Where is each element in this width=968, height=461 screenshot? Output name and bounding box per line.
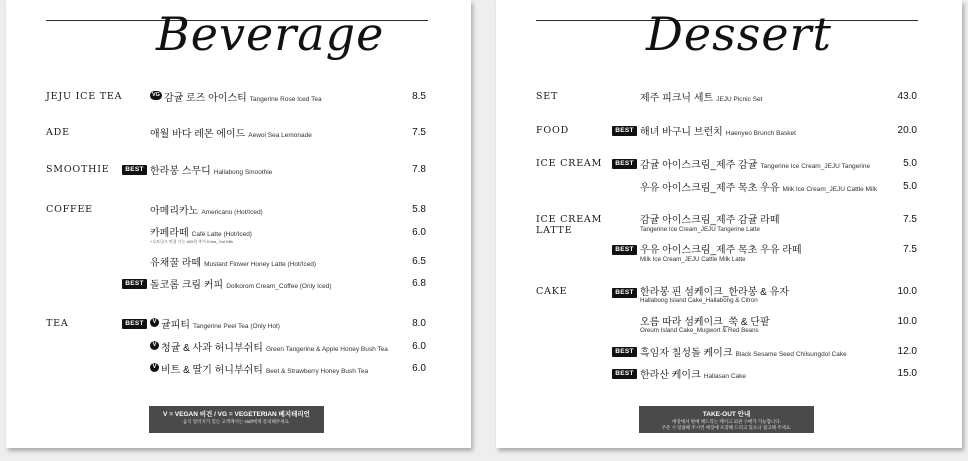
item-price: 6.0 (412, 363, 426, 374)
item-name-ko: 해녀 바구니 브런치 (640, 127, 723, 138)
menu-item (150, 278, 332, 293)
dietary-legend-box (149, 406, 324, 433)
best-badge: BEST (612, 126, 637, 136)
category-coffee: COFFEE (46, 204, 93, 215)
item-name-en: JEJU Picnic Set (716, 96, 763, 103)
item-name-en: Green Tangerine & Apple Honey Bush Tea (265, 346, 388, 353)
menu-item (150, 341, 388, 356)
item-price: 10.0 (897, 316, 917, 327)
item-name-en: Tangerine Rose Iced Tea (249, 96, 322, 103)
item-name-en: Aewol Sea Lemonade (248, 132, 312, 139)
item-price: 20.0 (897, 125, 917, 136)
item-name-ko: 돌코롬 크림 커피 (150, 280, 224, 291)
category-food: FOOD (536, 125, 569, 136)
item-name-ko: 오름 따라 섬케이크_쑥 & 단팥 (640, 317, 770, 328)
item-name-en: Beet & Strawberry Honey Bush Tea (265, 368, 369, 375)
item-price: 8.5 (412, 91, 426, 102)
item-name-ko: 감귤 아이스크림_제주 감귤 (640, 160, 758, 171)
item-price: 8.0 (412, 318, 426, 329)
item-price: 6.5 (412, 256, 426, 267)
item-price: 5.8 (412, 204, 426, 215)
menu-item (150, 256, 316, 271)
vegan-badge: V (150, 363, 159, 372)
vegan-badge: V (150, 318, 159, 327)
item-name-en: Tangerine Ice Cream_JEJU Tangerine (760, 163, 871, 170)
item-name-en: Haenyeo Brunch Basket (725, 130, 796, 137)
menu-item (150, 204, 263, 219)
menu-item (150, 363, 368, 378)
best-badge: BEST (612, 245, 637, 255)
item-name-ko: 제주 피크닉 세트 (640, 93, 714, 104)
item-price: 7.8 (412, 164, 426, 175)
category-jeju-ice-tea: JEJU ICE TEA (46, 91, 123, 102)
best-badge: BEST (122, 319, 147, 329)
item-name-ko: 흑임자 칠성돌 케이크 (640, 348, 733, 359)
item-name-en: Oreum Island Cake_Mugwort & Red Beans (640, 327, 759, 334)
category-cake: CAKE (536, 286, 568, 297)
menu-item (150, 91, 322, 106)
item-name-ko: 감귤 로즈 아이스티 (163, 93, 247, 104)
item-name-en: Milk Ice Cream_JEJU Cattle Milk (782, 186, 878, 193)
vegetarian-badge: VG (152, 92, 160, 99)
legend-title: V = VEGAN 비건 / VG = VEGETERIAN 베지테리언 (163, 411, 310, 418)
category-ice-cream-latte-line2: LATTE (536, 225, 573, 236)
item-price: 10.0 (897, 286, 917, 297)
item-name-ko: 우유 아이스크림_제주 목초 우유 라떼 (640, 245, 802, 256)
item-name-en: Mustard Flower Honey Latte (Hot/Iced) (204, 261, 317, 268)
item-name-ko: 아메리카노 (150, 206, 199, 217)
menu-item (150, 127, 312, 142)
best-badge: BEST (612, 288, 637, 298)
item-name-ko: 귤피티 (161, 320, 190, 331)
menu-item (640, 125, 796, 140)
menu-item (640, 243, 802, 257)
beverage-title: Beverage (156, 7, 385, 61)
item-price: 7.5 (903, 214, 917, 225)
takeout-line-2: 주문 시 말씀해 주시면 매장에 포장해 드리고 있으니 참고해 주세요. (661, 425, 792, 430)
takeout-info-box (639, 406, 814, 433)
item-price: 6.0 (412, 341, 426, 352)
vegan-badge: V (150, 341, 159, 350)
item-name-en: Café Latte (Hot/Iced) (191, 231, 252, 238)
item-name-ko: 카페라떼 (150, 228, 189, 239)
item-name-en: Hallabong Smoothie (213, 169, 273, 176)
takeout-line-1: 매장에서 판매 해드리는 케이크 외관 구매가 가능합니다. (672, 419, 781, 424)
item-name-en: Milk Ice Cream_JEJU Cattle Milk Latte (640, 256, 746, 263)
best-badge: BEST (612, 159, 637, 169)
menu-item (640, 181, 877, 196)
item-name-ko: 비트 & 딸기 허니부쉬티 (161, 365, 263, 376)
best-badge: BEST (122, 165, 147, 175)
category-ade: ADE (46, 127, 70, 138)
item-name-ko: 한라봉 핀 섬케이크_한라봉 & 유자 (640, 287, 789, 298)
item-name-en: Tangerine Ice Cream_JEJU Tangerine Latte (640, 226, 760, 233)
category-ice-cream: ICE CREAM (536, 158, 603, 169)
item-price: 5.0 (903, 158, 917, 169)
item-name-ko: 한라산 케이크 (640, 370, 701, 381)
best-badge: BEST (612, 347, 637, 357)
menu-item (640, 368, 746, 383)
item-price: 7.5 (903, 244, 917, 255)
item-price: 12.0 (897, 346, 917, 357)
category-ice-cream-latte: ICE CREAM (536, 214, 603, 225)
item-name-ko: 애월 바다 레몬 에이드 (150, 129, 246, 140)
item-price: 5.0 (903, 181, 917, 192)
menu-item (640, 213, 779, 227)
best-badge: BEST (122, 279, 147, 289)
item-name-ko: 우유 아이스크림_제주 목초 우유 (640, 183, 780, 194)
menu-item (640, 91, 762, 106)
item-name-en: Black Sesame Seed Chilsungdol Cake (735, 351, 847, 358)
item-name-en: Hallasan Cake (703, 373, 747, 380)
item-price: 43.0 (897, 91, 917, 102)
best-badge: BEST (612, 369, 637, 379)
category-tea: TEA (46, 318, 69, 329)
item-name-en: Tangerine Peel Tea (Only Hot) (192, 323, 280, 330)
menu-item (640, 346, 847, 361)
item-price: 6.0 (412, 227, 426, 238)
item-name-en: Dolkorom Cream_Coffee (Only Iced) (226, 283, 332, 290)
item-name-ko: 유채꿀 라떼 (150, 258, 202, 269)
takeout-title: TAKE-OUT 안내 (702, 411, 751, 418)
item-note: +오트밀크 변경 가능 600원 추가 Extra_Oat Milk (150, 239, 234, 244)
item-name-ko: 한라봉 스무디 (150, 166, 211, 177)
legend-subtitle: 음식 알러지가 있는 고객께서는 staff에게 문의해주세요. (182, 419, 291, 424)
item-price: 7.5 (412, 127, 426, 138)
menu-item (640, 158, 870, 173)
category-smoothie: SMOOTHIE (46, 164, 110, 175)
item-name-en: Hallabong Island Cake_Hallabong & Citron (640, 297, 758, 304)
item-price: 15.0 (897, 368, 917, 379)
dessert-title: Dessert (646, 7, 833, 61)
item-name-en: Americano (Hot/Iced) (201, 209, 263, 216)
beverage-menu-page (6, 0, 471, 448)
menu-item (150, 164, 272, 179)
dessert-menu-page (496, 0, 962, 448)
category-set: SET (536, 91, 559, 102)
item-price: 6.8 (412, 278, 426, 289)
item-name-ko: 청귤 & 사과 허니부쉬티 (161, 343, 263, 354)
menu-item (150, 318, 280, 333)
item-name-ko: 감귤 아이스크림_제주 감귤 라떼 (640, 215, 780, 226)
